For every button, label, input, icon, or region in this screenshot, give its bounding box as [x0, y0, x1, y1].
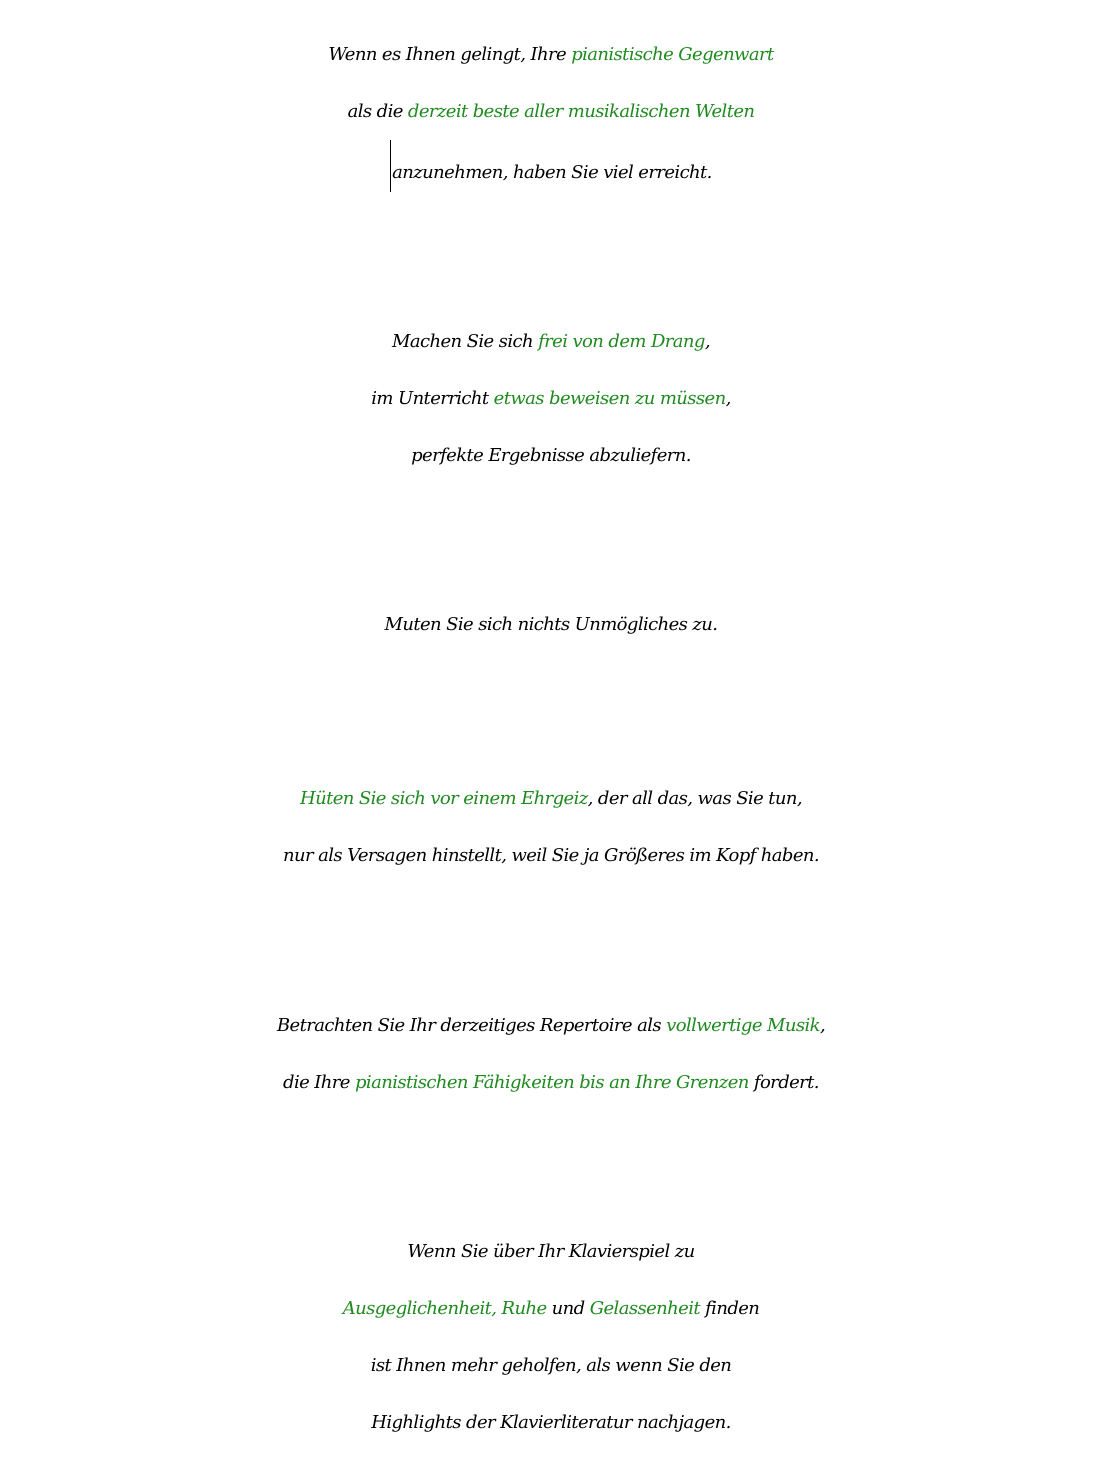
- text-run: Highlights der Klavierliteratur nachjagen.: [371, 1412, 731, 1433]
- text-run: als die: [347, 101, 408, 122]
- stanza-1-line-1: [0, 26, 1102, 83]
- text-run: die Ihre: [283, 1072, 355, 1093]
- text-run: perfekte Ergebnisse abzuliefern.: [411, 445, 691, 466]
- text-run: finden: [699, 1298, 760, 1319]
- text-run: ,: [725, 388, 731, 409]
- stanza-4: [0, 770, 1102, 884]
- text-run: , der all das, was Sie tun,: [587, 788, 803, 809]
- text-run: Muten Sie sich nichts Unmögliches zu.: [384, 614, 718, 635]
- text-run: im Unterricht: [371, 388, 494, 409]
- text-run: Wenn Sie über Ihr Klavierspiel zu: [407, 1241, 695, 1262]
- highlighted-text-run: pianistischen Fähigkeiten bis an Ihre Grenzen: [354, 1072, 749, 1093]
- stanza-6-line-3: [0, 1337, 1102, 1394]
- stanza-1-line-3[interactable]: [0, 140, 1102, 201]
- stanza-6: [0, 1223, 1102, 1451]
- stanza-2-line-1: [0, 313, 1102, 370]
- text-run: fordert.: [748, 1072, 819, 1093]
- highlighted-text-run: derzeit beste aller musikalischen Welten: [407, 101, 755, 122]
- highlighted-text-run: Hüten Sie sich vor einem Ehrgeiz: [299, 788, 588, 809]
- stanza-2-line-2: [0, 370, 1102, 427]
- highlighted-text-run: etwas beweisen zu müssen: [493, 388, 726, 409]
- stanza-5-line-2: [0, 1054, 1102, 1111]
- text-run: Machen Sie sich: [392, 331, 539, 352]
- stanza-6-line-2: [0, 1280, 1102, 1337]
- stanza-1-line-2: [0, 83, 1102, 140]
- stanza-5: [0, 997, 1102, 1111]
- stanza-2-line-3: [0, 427, 1102, 484]
- text-run: ,: [819, 1015, 826, 1036]
- highlighted-text-run: pianistische Gegenwart: [571, 44, 774, 65]
- stanza-4-line-2: [0, 827, 1102, 884]
- stanza-4-line-1: [0, 770, 1102, 827]
- highlighted-text-run: Gelassenheit: [589, 1298, 700, 1319]
- stanza-2: [0, 313, 1102, 484]
- text-run: und: [546, 1298, 590, 1319]
- text-run: anzunehmen, haben Sie viel erreicht.: [392, 162, 712, 183]
- text-run: Betrachten Sie Ihr derzeitiges Repertoire als: [276, 1015, 667, 1036]
- highlighted-text-run: vollwertige Musik: [666, 1015, 820, 1036]
- stanza-6-line-4: [0, 1394, 1102, 1451]
- stanza-1: [0, 26, 1102, 201]
- text-run: nur als Versagen hinstellt, weil Sie ja Größeres im Kopf haben.: [282, 845, 820, 866]
- stanza-6-line-1: [0, 1223, 1102, 1280]
- stanza-5-line-1: [0, 997, 1102, 1054]
- text-run: ist Ihnen mehr geholfen, als wenn Sie den: [370, 1355, 732, 1376]
- highlighted-text-run: frei von dem Drang: [538, 331, 705, 352]
- text-run: Wenn es Ihnen gelingt, Ihre: [328, 44, 572, 65]
- text-run: ,: [704, 331, 710, 352]
- stanza-3: [0, 596, 1102, 653]
- highlighted-text-run: Ausgeglichenheit, Ruhe: [342, 1298, 547, 1319]
- stanza-3-line-1: [0, 596, 1102, 653]
